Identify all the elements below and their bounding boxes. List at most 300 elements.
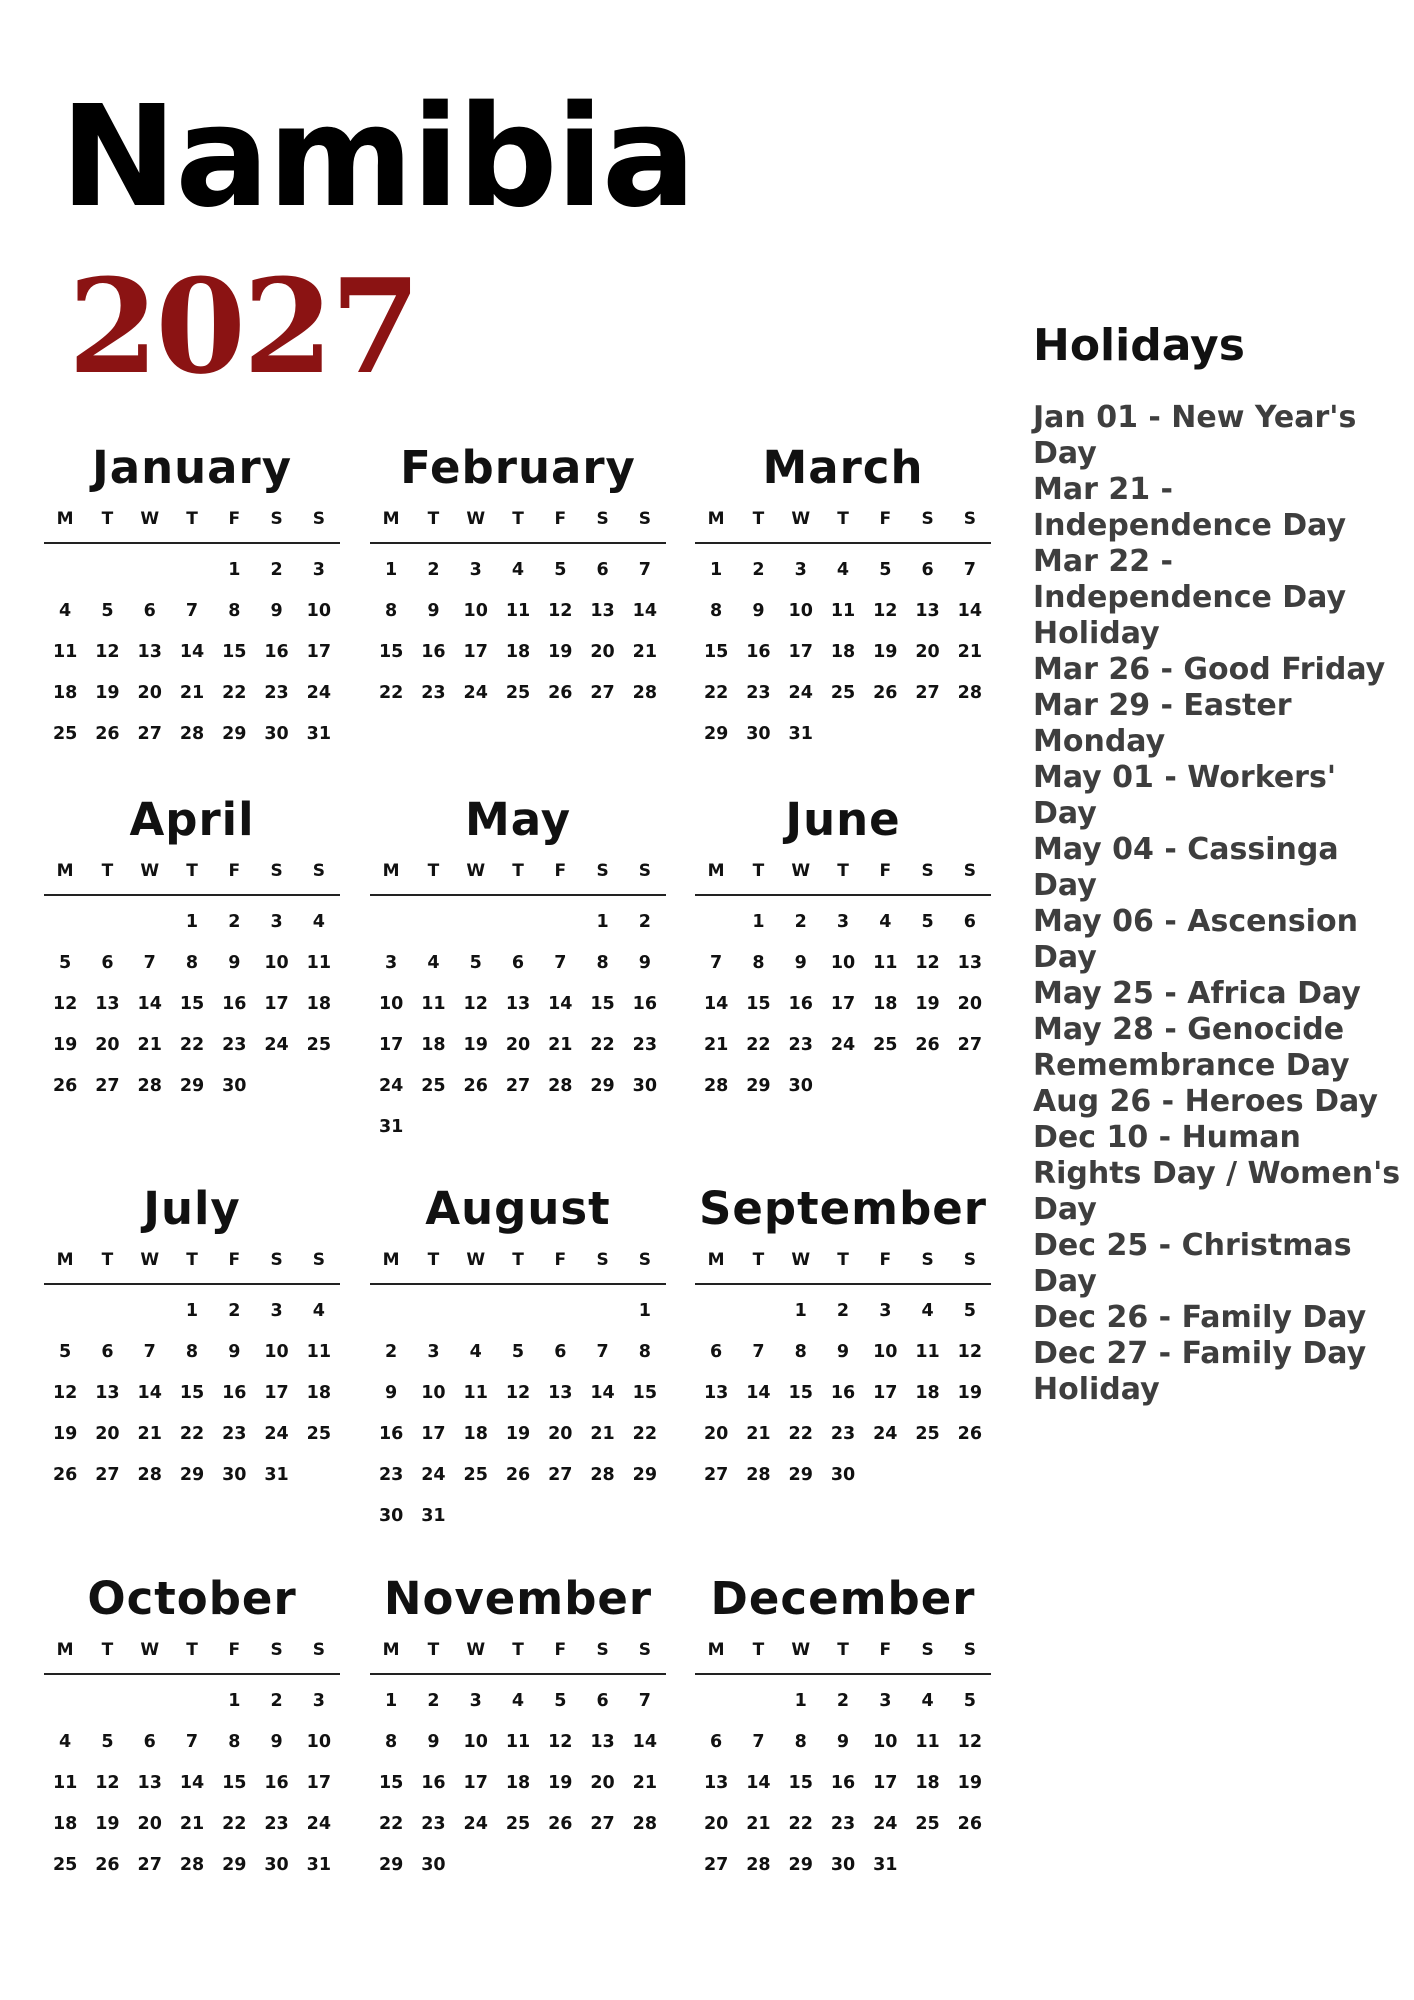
day-cell: 9 — [638, 953, 651, 973]
day-cell: 8 — [710, 601, 723, 621]
day-cell: 19 — [957, 1383, 983, 1403]
weekday-header: T — [412, 848, 454, 896]
day-cell: 13 — [505, 994, 531, 1014]
day-cell: 18 — [306, 1383, 332, 1403]
day-cell: 29 — [788, 1855, 813, 1875]
empty-day-cell — [370, 902, 412, 943]
day-cell: 12 — [915, 953, 940, 973]
day-cell: 12 — [52, 994, 78, 1014]
day-cell: 9 — [385, 1383, 398, 1403]
weekday-header: S — [581, 1237, 623, 1285]
day-cell: 9 — [427, 1732, 440, 1752]
day-cell: 19 — [548, 642, 573, 662]
month-name: December — [710, 1572, 976, 1625]
day-cell: 28 — [703, 1076, 729, 1096]
day-cell: 1 — [638, 1301, 651, 1321]
weekday-header: T — [737, 1237, 779, 1285]
month-day-grid — [695, 496, 991, 755]
day-cell: 18 — [873, 994, 898, 1014]
month-day-grid — [44, 496, 340, 755]
weekday-header: T — [497, 496, 539, 544]
day-cell: 24 — [788, 683, 813, 703]
day-cell: 20 — [590, 642, 615, 662]
empty-day-cell — [370, 1291, 412, 1332]
day-cell: 5 — [963, 1301, 976, 1321]
day-cell: 4 — [312, 1301, 325, 1321]
day-cell: 16 — [632, 994, 658, 1014]
month-day-grid — [44, 1237, 340, 1496]
day-cell: 30 — [222, 1076, 247, 1096]
day-cell: 9 — [228, 953, 241, 973]
day-cell: 15 — [788, 1773, 813, 1793]
day-cell: 9 — [836, 1342, 850, 1362]
month-name: November — [383, 1572, 653, 1625]
day-cell: 19 — [95, 1814, 120, 1834]
day-cell: 19 — [95, 683, 120, 703]
day-cell: 4 — [511, 560, 525, 580]
day-cell: 26 — [52, 1076, 78, 1096]
day-cell: 25 — [306, 1424, 332, 1444]
weekday-header: S — [624, 848, 666, 896]
day-cell: 30 — [830, 1465, 856, 1485]
day-cell: 8 — [385, 1732, 398, 1752]
day-cell: 3 — [879, 1691, 892, 1711]
day-cell: 6 — [143, 601, 156, 621]
day-cell: 18 — [505, 1773, 531, 1793]
day-cell: 26 — [52, 1465, 78, 1485]
empty-day-cell — [455, 1291, 497, 1332]
day-cell: 11 — [915, 1732, 940, 1752]
weekday-header: S — [581, 1627, 623, 1675]
day-cell: 24 — [306, 683, 332, 703]
day-cell: 17 — [873, 1383, 898, 1403]
day-cell: 18 — [52, 683, 78, 703]
day-cell: 1 — [596, 912, 609, 932]
day-cell: 28 — [632, 683, 658, 703]
day-cell: 1 — [228, 560, 241, 580]
day-cell: 2 — [427, 1691, 440, 1711]
day-cell: 27 — [95, 1465, 120, 1485]
day-cell: 19 — [52, 1424, 78, 1444]
weekday-header: M — [370, 1237, 412, 1285]
empty-day-cell — [695, 1291, 737, 1332]
day-cell: 25 — [915, 1424, 940, 1444]
empty-day-cell — [497, 902, 539, 943]
day-cell: 23 — [421, 683, 446, 703]
day-cell: 3 — [427, 1342, 440, 1362]
day-cell: 7 — [710, 953, 723, 973]
day-cell: 18 — [915, 1773, 940, 1793]
day-cell: 19 — [463, 1035, 488, 1055]
day-cell: 15 — [703, 642, 729, 662]
day-cell: 25 — [873, 1035, 898, 1055]
holiday-item: Mar 29 - Easter Monday — [1033, 688, 1292, 759]
empty-day-cell — [695, 902, 737, 943]
weekday-header: S — [581, 848, 623, 896]
day-cell: 30 — [746, 724, 771, 744]
day-cell: 11 — [306, 953, 332, 973]
day-cell: 10 — [788, 601, 813, 621]
day-cell: 25 — [505, 1814, 531, 1834]
day-cell: 20 — [703, 1814, 729, 1834]
day-cell: 27 — [590, 683, 615, 703]
month-day-grid — [370, 1627, 666, 1886]
weekday-header: F — [864, 848, 906, 896]
day-cell: 7 — [752, 1342, 765, 1362]
day-cell: 7 — [638, 1691, 651, 1711]
day-cell: 27 — [590, 1814, 615, 1834]
day-cell: 17 — [306, 1773, 332, 1793]
day-cell: 20 — [548, 1424, 573, 1444]
day-cell: 12 — [548, 1732, 573, 1752]
day-cell: 19 — [548, 1773, 573, 1793]
weekday-header: S — [906, 1627, 948, 1675]
empty-day-cell — [171, 1681, 213, 1722]
day-cell: 17 — [264, 1383, 289, 1403]
day-cell: 8 — [794, 1732, 807, 1752]
empty-day-cell — [86, 902, 128, 943]
day-cell: 8 — [638, 1342, 651, 1362]
day-cell: 6 — [101, 1342, 114, 1362]
day-cell: 17 — [264, 994, 289, 1014]
day-cell: 15 — [222, 642, 247, 662]
day-cell: 17 — [378, 1035, 404, 1055]
day-cell: 11 — [463, 1383, 488, 1403]
day-cell: 24 — [873, 1814, 898, 1834]
day-cell: 16 — [788, 994, 813, 1014]
day-cell: 16 — [830, 1383, 856, 1403]
weekday-header: T — [737, 496, 779, 544]
month-may — [368, 792, 668, 1148]
day-cell: 16 — [421, 642, 446, 662]
weekday-header: F — [213, 1627, 255, 1675]
day-cell: 12 — [548, 601, 573, 621]
day-cell: 10 — [264, 953, 289, 973]
day-cell: 8 — [596, 953, 609, 973]
weekday-header: W — [129, 848, 171, 896]
day-cell: 11 — [52, 642, 78, 662]
day-cell: 6 — [101, 953, 114, 973]
day-cell: 19 — [957, 1773, 983, 1793]
day-cell: 25 — [52, 1855, 78, 1875]
day-cell: 10 — [306, 601, 332, 621]
day-cell: 15 — [378, 1773, 404, 1793]
empty-day-cell — [86, 1291, 128, 1332]
day-cell: 4 — [921, 1691, 934, 1711]
empty-day-cell — [86, 550, 128, 591]
day-cell: 19 — [915, 994, 940, 1014]
day-cell: 9 — [794, 953, 807, 973]
day-cell: 2 — [794, 912, 807, 932]
day-cell: 11 — [52, 1773, 78, 1793]
weekday-header: S — [298, 1237, 340, 1285]
day-cell: 14 — [590, 1383, 615, 1403]
day-cell: 12 — [463, 994, 488, 1014]
day-cell: 30 — [222, 1465, 247, 1485]
day-cell: 26 — [505, 1465, 531, 1485]
empty-day-cell — [44, 902, 86, 943]
month-february — [368, 440, 668, 714]
day-cell: 22 — [378, 1814, 404, 1834]
day-cell: 22 — [632, 1424, 658, 1444]
day-cell: 14 — [179, 642, 205, 662]
day-cell: 29 — [590, 1076, 615, 1096]
weekday-header: T — [86, 496, 128, 544]
holiday-item: May 25 - Africa Day — [1033, 976, 1361, 1011]
weekday-header: T — [171, 1627, 213, 1675]
day-cell: 5 — [554, 560, 567, 580]
weekday-header: M — [44, 1627, 86, 1675]
day-cell: 14 — [957, 601, 983, 621]
day-cell: 12 — [95, 1773, 120, 1793]
day-cell: 16 — [264, 642, 289, 662]
day-cell: 12 — [873, 601, 898, 621]
day-cell: 15 — [179, 1383, 205, 1403]
day-cell: 13 — [137, 1773, 162, 1793]
weekday-header: T — [737, 848, 779, 896]
day-cell: 31 — [873, 1855, 898, 1875]
day-cell: 25 — [421, 1076, 446, 1096]
empty-day-cell — [737, 1681, 779, 1722]
day-cell: 4 — [879, 912, 892, 932]
day-cell: 9 — [836, 1732, 850, 1752]
day-cell: 6 — [511, 953, 525, 973]
day-cell: 9 — [270, 601, 283, 621]
weekday-header: S — [906, 848, 948, 896]
day-cell: 14 — [137, 1383, 162, 1403]
day-cell: 17 — [421, 1424, 446, 1444]
day-cell: 13 — [957, 953, 983, 973]
day-cell: 22 — [703, 683, 729, 703]
day-cell: 11 — [306, 1342, 332, 1362]
day-cell: 4 — [469, 1342, 482, 1362]
day-cell: 12 — [957, 1732, 983, 1752]
day-cell: 20 — [505, 1035, 531, 1055]
empty-day-cell — [129, 1291, 171, 1332]
day-cell: 1 — [794, 1301, 807, 1321]
month-day-grid — [370, 848, 666, 1148]
day-cell: 24 — [830, 1035, 856, 1055]
weekday-header: T — [822, 1237, 864, 1285]
day-cell: 27 — [95, 1076, 120, 1096]
month-day-grid — [370, 496, 666, 714]
day-cell: 22 — [590, 1035, 615, 1055]
weekday-header: S — [949, 1237, 991, 1285]
holiday-item: May 01 - Workers' Day — [1033, 760, 1337, 831]
day-cell: 24 — [463, 1814, 488, 1834]
weekday-header: F — [864, 496, 906, 544]
day-cell: 21 — [590, 1424, 615, 1444]
month-day-grid — [370, 1237, 666, 1537]
day-cell: 19 — [52, 1035, 78, 1055]
weekday-header: T — [412, 1237, 454, 1285]
day-cell: 25 — [463, 1465, 488, 1485]
day-cell: 7 — [554, 953, 567, 973]
weekday-header: S — [298, 848, 340, 896]
day-cell: 2 — [752, 560, 765, 580]
day-cell: 15 — [788, 1383, 813, 1403]
day-cell: 10 — [421, 1383, 446, 1403]
day-cell: 14 — [137, 994, 162, 1014]
day-cell: 22 — [222, 683, 247, 703]
day-cell: 1 — [385, 560, 398, 580]
month-november — [368, 1571, 668, 1886]
day-cell: 2 — [270, 560, 283, 580]
day-cell: 11 — [421, 994, 446, 1014]
day-cell: 3 — [879, 1301, 892, 1321]
weekday-header: S — [624, 1237, 666, 1285]
day-cell: 30 — [421, 1855, 446, 1875]
day-cell: 2 — [385, 1342, 398, 1362]
day-cell: 11 — [873, 953, 898, 973]
day-cell: 25 — [52, 724, 78, 744]
day-cell: 11 — [505, 1732, 531, 1752]
day-cell: 29 — [378, 1855, 404, 1875]
weekday-header: M — [370, 496, 412, 544]
day-cell: 2 — [427, 560, 440, 580]
day-cell: 4 — [59, 1732, 72, 1752]
day-cell: 22 — [788, 1424, 813, 1444]
day-cell: 13 — [95, 1383, 120, 1403]
holiday-item: Dec 10 - Human Rights Day / Women's Day — [1033, 1120, 1401, 1227]
day-cell: 29 — [703, 724, 729, 744]
day-cell: 22 — [179, 1424, 205, 1444]
day-cell: 5 — [921, 912, 934, 932]
day-cell: 8 — [385, 601, 398, 621]
day-cell: 1 — [385, 1691, 398, 1711]
weekday-header: W — [780, 1627, 822, 1675]
day-cell: 14 — [746, 1773, 771, 1793]
day-cell: 8 — [185, 1342, 199, 1362]
day-cell: 29 — [222, 724, 247, 744]
day-cell: 25 — [306, 1035, 332, 1055]
day-cell: 21 — [703, 1035, 729, 1055]
day-cell: 25 — [830, 683, 856, 703]
day-cell: 27 — [548, 1465, 573, 1485]
day-cell: 8 — [794, 1342, 807, 1362]
day-cell: 12 — [52, 1383, 78, 1403]
day-cell: 28 — [746, 1855, 771, 1875]
day-cell: 4 — [511, 1691, 525, 1711]
day-cell: 15 — [632, 1383, 658, 1403]
day-cell: 20 — [590, 1773, 615, 1793]
weekday-header: S — [949, 496, 991, 544]
day-cell: 3 — [270, 1301, 283, 1321]
day-cell: 5 — [59, 1342, 72, 1362]
weekday-header: T — [171, 1237, 213, 1285]
empty-day-cell — [497, 1291, 539, 1332]
day-cell: 2 — [270, 1691, 283, 1711]
day-cell: 6 — [143, 1732, 156, 1752]
day-cell: 23 — [788, 1035, 813, 1055]
day-cell: 17 — [830, 994, 856, 1014]
month-july — [42, 1181, 342, 1496]
day-cell: 7 — [752, 1732, 765, 1752]
day-cell: 15 — [378, 642, 404, 662]
empty-day-cell — [581, 1291, 623, 1332]
empty-day-cell — [412, 1291, 454, 1332]
day-cell: 10 — [830, 953, 856, 973]
month-name: January — [91, 441, 293, 494]
month-name: August — [425, 1182, 611, 1235]
day-cell: 14 — [632, 601, 658, 621]
day-cell: 22 — [788, 1814, 813, 1834]
day-cell: 26 — [463, 1076, 488, 1096]
day-cell: 20 — [137, 1814, 162, 1834]
weekday-header: W — [455, 1627, 497, 1675]
day-cell: 23 — [421, 1814, 446, 1834]
day-cell: 15 — [179, 994, 205, 1014]
day-cell: 18 — [52, 1814, 78, 1834]
weekday-header: M — [695, 1237, 737, 1285]
day-cell: 13 — [590, 601, 615, 621]
month-name: July — [143, 1182, 241, 1235]
weekday-header: T — [412, 496, 454, 544]
day-cell: 12 — [95, 642, 120, 662]
day-cell: 19 — [873, 642, 898, 662]
day-cell: 20 — [915, 642, 940, 662]
day-cell: 13 — [95, 994, 120, 1014]
holiday-item: Aug 26 - Heroes Day — [1033, 1084, 1378, 1119]
holiday-item: May 28 - Genocide Remembrance Day — [1033, 1012, 1350, 1083]
day-cell: 21 — [137, 1424, 162, 1444]
day-cell: 18 — [306, 994, 332, 1014]
month-day-grid — [695, 1237, 991, 1496]
day-cell: 8 — [228, 1732, 241, 1752]
day-cell: 6 — [554, 1342, 567, 1362]
holiday-item: Dec 26 - Family Day — [1033, 1300, 1367, 1335]
day-cell: 3 — [794, 560, 807, 580]
weekday-header: M — [44, 848, 86, 896]
day-cell: 27 — [703, 1855, 729, 1875]
day-cell: 3 — [312, 560, 325, 580]
day-cell: 26 — [548, 683, 573, 703]
holiday-item: May 04 - Cassinga Day — [1033, 832, 1339, 903]
weekday-header: W — [455, 1237, 497, 1285]
day-cell: 15 — [222, 1773, 247, 1793]
day-cell: 10 — [463, 1732, 488, 1752]
day-cell: 15 — [746, 994, 771, 1014]
holidays-title: Holidays — [1033, 320, 1245, 371]
calendar-title: Namibia — [60, 76, 695, 239]
day-cell: 21 — [179, 1814, 205, 1834]
month-name: June — [785, 793, 901, 846]
day-cell: 23 — [632, 1035, 658, 1055]
month-name: April — [129, 793, 255, 846]
month-october — [42, 1571, 342, 1886]
empty-day-cell — [412, 902, 454, 943]
day-cell: 10 — [873, 1732, 898, 1752]
day-cell: 28 — [137, 1465, 162, 1485]
month-august — [368, 1181, 668, 1537]
day-cell: 30 — [378, 1506, 404, 1526]
weekday-header: M — [44, 1237, 86, 1285]
day-cell: 3 — [312, 1691, 325, 1711]
day-cell: 26 — [915, 1035, 940, 1055]
day-cell: 3 — [469, 1691, 482, 1711]
month-april — [42, 792, 342, 1107]
day-cell: 2 — [228, 912, 241, 932]
day-cell: 17 — [463, 1773, 488, 1793]
weekday-header: F — [539, 848, 581, 896]
day-cell: 22 — [746, 1035, 771, 1055]
day-cell: 5 — [469, 953, 482, 973]
day-cell: 13 — [548, 1383, 573, 1403]
weekday-header: S — [949, 1627, 991, 1675]
weekday-header: W — [455, 496, 497, 544]
day-cell: 18 — [463, 1424, 488, 1444]
day-cell: 13 — [703, 1773, 729, 1793]
